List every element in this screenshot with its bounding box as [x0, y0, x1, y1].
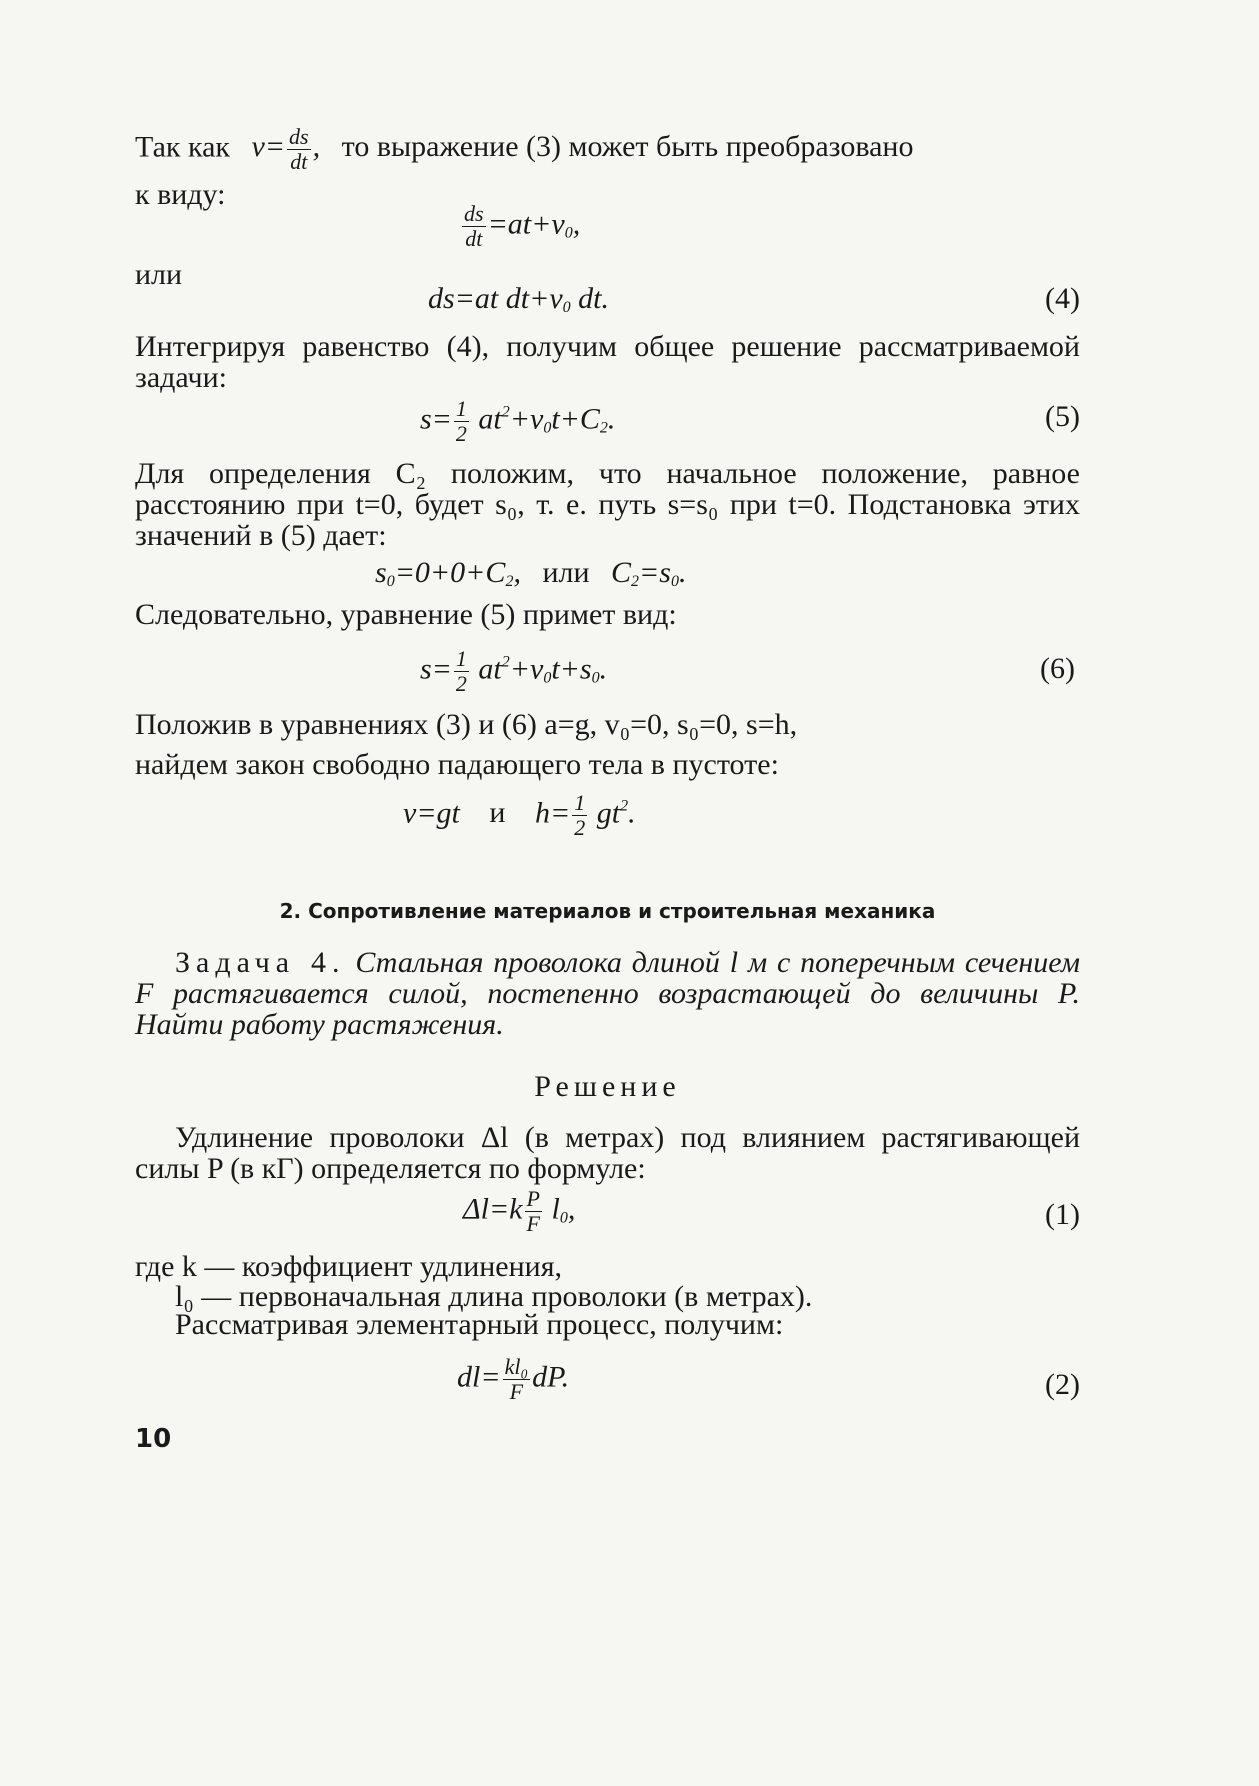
text: =at+v: [487, 207, 565, 241]
paragraph-1-line-1: [135, 126, 1080, 173]
text: ,: [567, 1192, 576, 1226]
text: +v: [509, 402, 544, 436]
text: ,: [513, 556, 521, 589]
text: v=gt: [403, 796, 460, 830]
text: dP.: [532, 1360, 570, 1394]
numerator: 1: [455, 646, 467, 671]
text: .: [607, 402, 616, 436]
equation-5: [420, 398, 615, 445]
subscript: 2: [505, 573, 514, 590]
paragraph-7: Рассматривая элементарный процесс, получим:: [175, 1308, 784, 1341]
text: =s: [639, 556, 671, 589]
text: ds=at dt+v: [428, 282, 563, 315]
fraction: [462, 203, 486, 250]
text: Так как: [135, 130, 230, 164]
text: l: [543, 1192, 560, 1226]
numerator: 1: [574, 790, 586, 815]
subscript: 0: [543, 419, 552, 437]
superscript: 2: [501, 403, 510, 421]
subscript: 2: [631, 573, 640, 590]
definition-l0: l₀ — первоначальная длина проволоки (в метрах).: [175, 1280, 813, 1313]
paragraph-3: Для определения C₂ положим, что начальное положение, равное расстоянию при t=0, будет s₀, т. е. путь s=s₀ при t=0. Подстановка этих значений в (5) дает:: [135, 457, 1080, 552]
equation-substitution: [375, 556, 686, 591]
text: dt.: [570, 282, 609, 315]
text: at: [470, 652, 502, 686]
text: Δl=k: [463, 1192, 523, 1226]
equation-2: [457, 1356, 569, 1403]
equation-number-1: (1): [1045, 1198, 1080, 1231]
paragraph-4: Следовательно, уравнение (5) примет вид:: [135, 598, 677, 631]
superscript: 2: [501, 653, 510, 671]
text: s: [375, 556, 387, 589]
paragraph-6: Удлинение проволоки Δl (в метрах) под влиянием растягивающей силы P (в кГ) определяется по формуле:: [135, 1121, 1080, 1185]
subscript: 0: [386, 573, 395, 590]
denominator: 2: [455, 421, 467, 446]
subscript: 0: [591, 669, 600, 687]
task-4: [135, 947, 1080, 1040]
task-text: Стальная проволока длиной l м с поперечным сечением F растягивается силой, постепенно возрастающей до величины P. Найти работу растяжения.: [135, 946, 1080, 1041]
paragraph-5-line-1: Положив в уравнениях (3) и (6) a=g, v₀=0, s₀=0, s=h,: [135, 708, 798, 741]
section-heading: 2. Сопротивление материалов и строительная механика: [279, 899, 936, 923]
equation-number-5: (5): [1045, 400, 1080, 433]
page-number: 10: [135, 1424, 172, 1454]
text: .: [599, 652, 608, 686]
subscript: 0: [543, 669, 552, 687]
text: =0+0+C: [394, 556, 506, 589]
subscript: 0: [564, 224, 573, 242]
equation-dsdt: [460, 203, 580, 250]
equation-free-fall: [403, 792, 636, 839]
text: t+C: [551, 402, 600, 436]
text: +v: [509, 652, 544, 686]
subscript: 0: [562, 299, 571, 316]
text: то выражение (3) может быть преобразовано: [341, 130, 914, 164]
subscript: 0: [670, 573, 679, 590]
fraction: [287, 126, 311, 173]
fraction: [454, 648, 469, 695]
text: .: [628, 796, 636, 830]
paragraph-5-line-2: найдем закон свободно падающего тела в пустоте:: [135, 748, 779, 781]
subscript: 0: [559, 1209, 568, 1227]
numerator: ds: [464, 201, 484, 226]
superscript: 2: [620, 797, 629, 815]
fraction: [454, 398, 469, 445]
text: at: [470, 402, 502, 436]
definition-k: где k — коэффициент удлинения,: [135, 1250, 563, 1283]
solution-heading: Решение: [534, 1070, 681, 1103]
fraction: [503, 1356, 531, 1403]
numerator: P: [526, 1186, 540, 1211]
numerator: 1: [455, 396, 467, 421]
denominator: F: [526, 1211, 540, 1236]
text: ,: [572, 207, 581, 241]
equation-number-4: (4): [1045, 282, 1080, 315]
text: C: [611, 556, 632, 589]
text: t+s: [551, 652, 592, 686]
text: ,: [312, 130, 321, 164]
text-ili: или: [542, 556, 590, 589]
equation-number-2: (2): [1045, 1368, 1080, 1401]
text-ili: или: [135, 258, 183, 291]
fraction: [572, 792, 587, 839]
numerator: ds: [289, 124, 309, 149]
equation-4: [428, 282, 609, 317]
text: h=: [534, 796, 571, 830]
equation-1: [463, 1188, 575, 1235]
denominator: dt: [290, 149, 308, 174]
denominator: 2: [574, 815, 586, 840]
numerator: kl₀: [504, 1354, 529, 1379]
denominator: F: [509, 1379, 524, 1404]
inline-formula: [251, 124, 327, 174]
text: s=: [420, 402, 452, 436]
text: dl=: [457, 1360, 501, 1394]
document-page: [135, 0, 1080, 1786]
denominator: 2: [455, 671, 467, 696]
text: s=: [420, 652, 452, 686]
equation-number-6: (6): [1040, 652, 1075, 685]
equation-6: [420, 648, 607, 695]
fraction: [525, 1188, 542, 1235]
text: .: [678, 556, 687, 589]
text: v=: [251, 130, 286, 164]
denominator: dt: [465, 226, 483, 251]
subscript: 2: [599, 419, 608, 437]
text-i: и: [489, 796, 506, 830]
text: gt: [589, 796, 621, 830]
task-label: Задача 4.: [175, 946, 346, 979]
paragraph-2: Интегрируя равенство (4), получим общее решение рассматриваемой задачи:: [135, 330, 1080, 394]
paragraph-1-line-2: к виду:: [135, 178, 226, 211]
